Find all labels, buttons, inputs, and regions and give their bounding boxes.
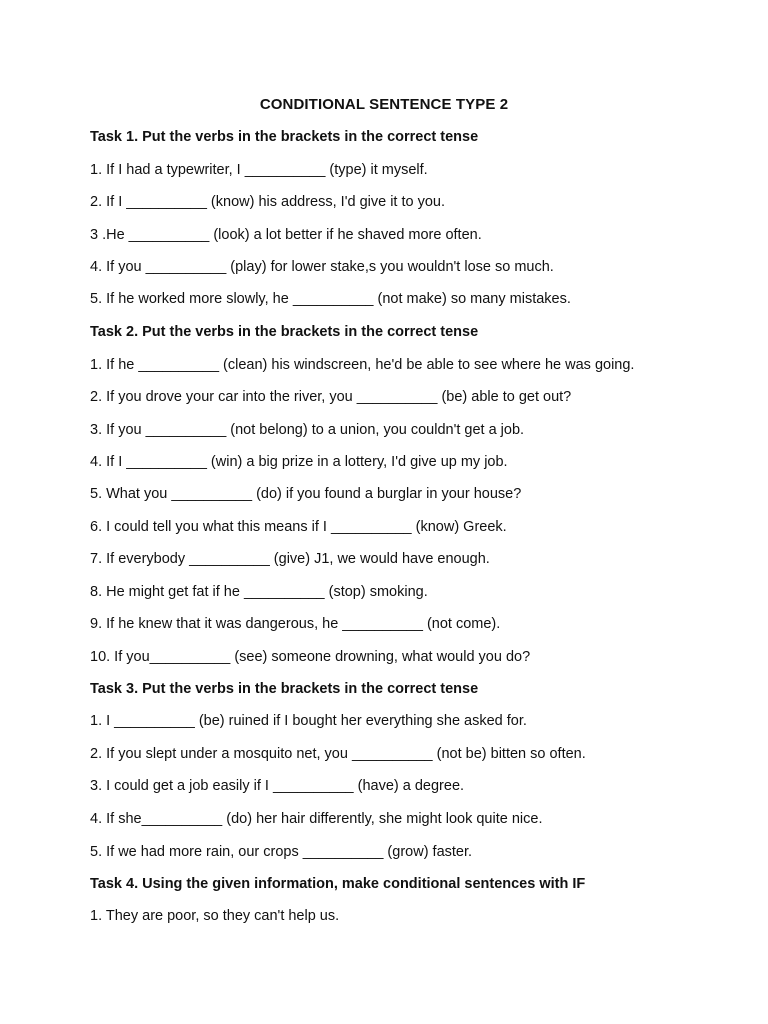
task-3-item-3: 3. I could get a job easily if I __________ (have) a degree. — [90, 778, 465, 794]
task-2-item-1: 1. If he __________ (clean) his windscreen, he'd be able to see where he was going. — [90, 357, 635, 373]
task-2-item-5: 5. What you __________ (do) if you found a burglar in your house? — [90, 486, 522, 502]
task-2-item-8: 8. He might get fat if he __________ (stop) smoking. — [90, 584, 428, 600]
task-2-item-10: 10. If you__________ (see) someone drowning, what would you do? — [90, 649, 531, 665]
task-1-item-2: 2. If I __________ (know) his address, I'd give it to you. — [90, 194, 446, 210]
task-2-item-6: 6. I could tell you what this means if I __________ (know) Greek. — [90, 519, 507, 535]
task-3-heading: Task 3. Put the verbs in the brackets in the correct tense — [90, 681, 479, 697]
task-3-item-4: 4. If she__________ (do) her hair differently, she might look quite nice. — [90, 811, 543, 827]
task-2-item-9: 9. If he knew that it was dangerous, he __________ (not come). — [90, 616, 501, 632]
task-1-item-1: 1. If I had a typewriter, I __________ (type) it myself. — [90, 162, 428, 178]
page-title: CONDITIONAL SENTENCE TYPE 2 — [259, 96, 509, 113]
task-3-item-2: 2. If you slept under a mosquito net, you __________ (not be) bitten so often. — [90, 746, 586, 762]
task-1-item-3: 3 .He __________ (look) a lot better if he shaved more often. — [90, 227, 482, 243]
task-4-heading: Task 4. Using the given information, make conditional sentences with IF — [90, 876, 586, 892]
task-2-item-4: 4. If I __________ (win) a big prize in a lottery, I'd give up my job. — [90, 454, 508, 470]
task-2-item-7: 7. If everybody __________ (give) J1, we would have enough. — [90, 551, 490, 567]
task-2-item-2: 2. If you drove your car into the river, you __________ (be) able to get out? — [90, 389, 572, 405]
task-2-heading: Task 2. Put the verbs in the brackets in the correct tense — [90, 324, 479, 340]
task-1-item-4: 4. If you __________ (play) for lower stake,s you wouldn't lose so much. — [90, 259, 554, 275]
task-3-item-1: 1. I __________ (be) ruined if I bought her everything she asked for. — [90, 713, 527, 729]
task-3-item-5: 5. If we had more rain, our crops __________ (grow) faster. — [90, 844, 473, 860]
task-2-item-3: 3. If you __________ (not belong) to a union, you couldn't get a job. — [90, 422, 525, 438]
task-4-item-1: 1. They are poor, so they can't help us. — [90, 908, 340, 924]
task-1-item-5: 5. If he worked more slowly, he __________ (not make) so many mistakes. — [90, 291, 571, 307]
task-1-heading: Task 1. Put the verbs in the brackets in the correct tense — [90, 129, 479, 145]
